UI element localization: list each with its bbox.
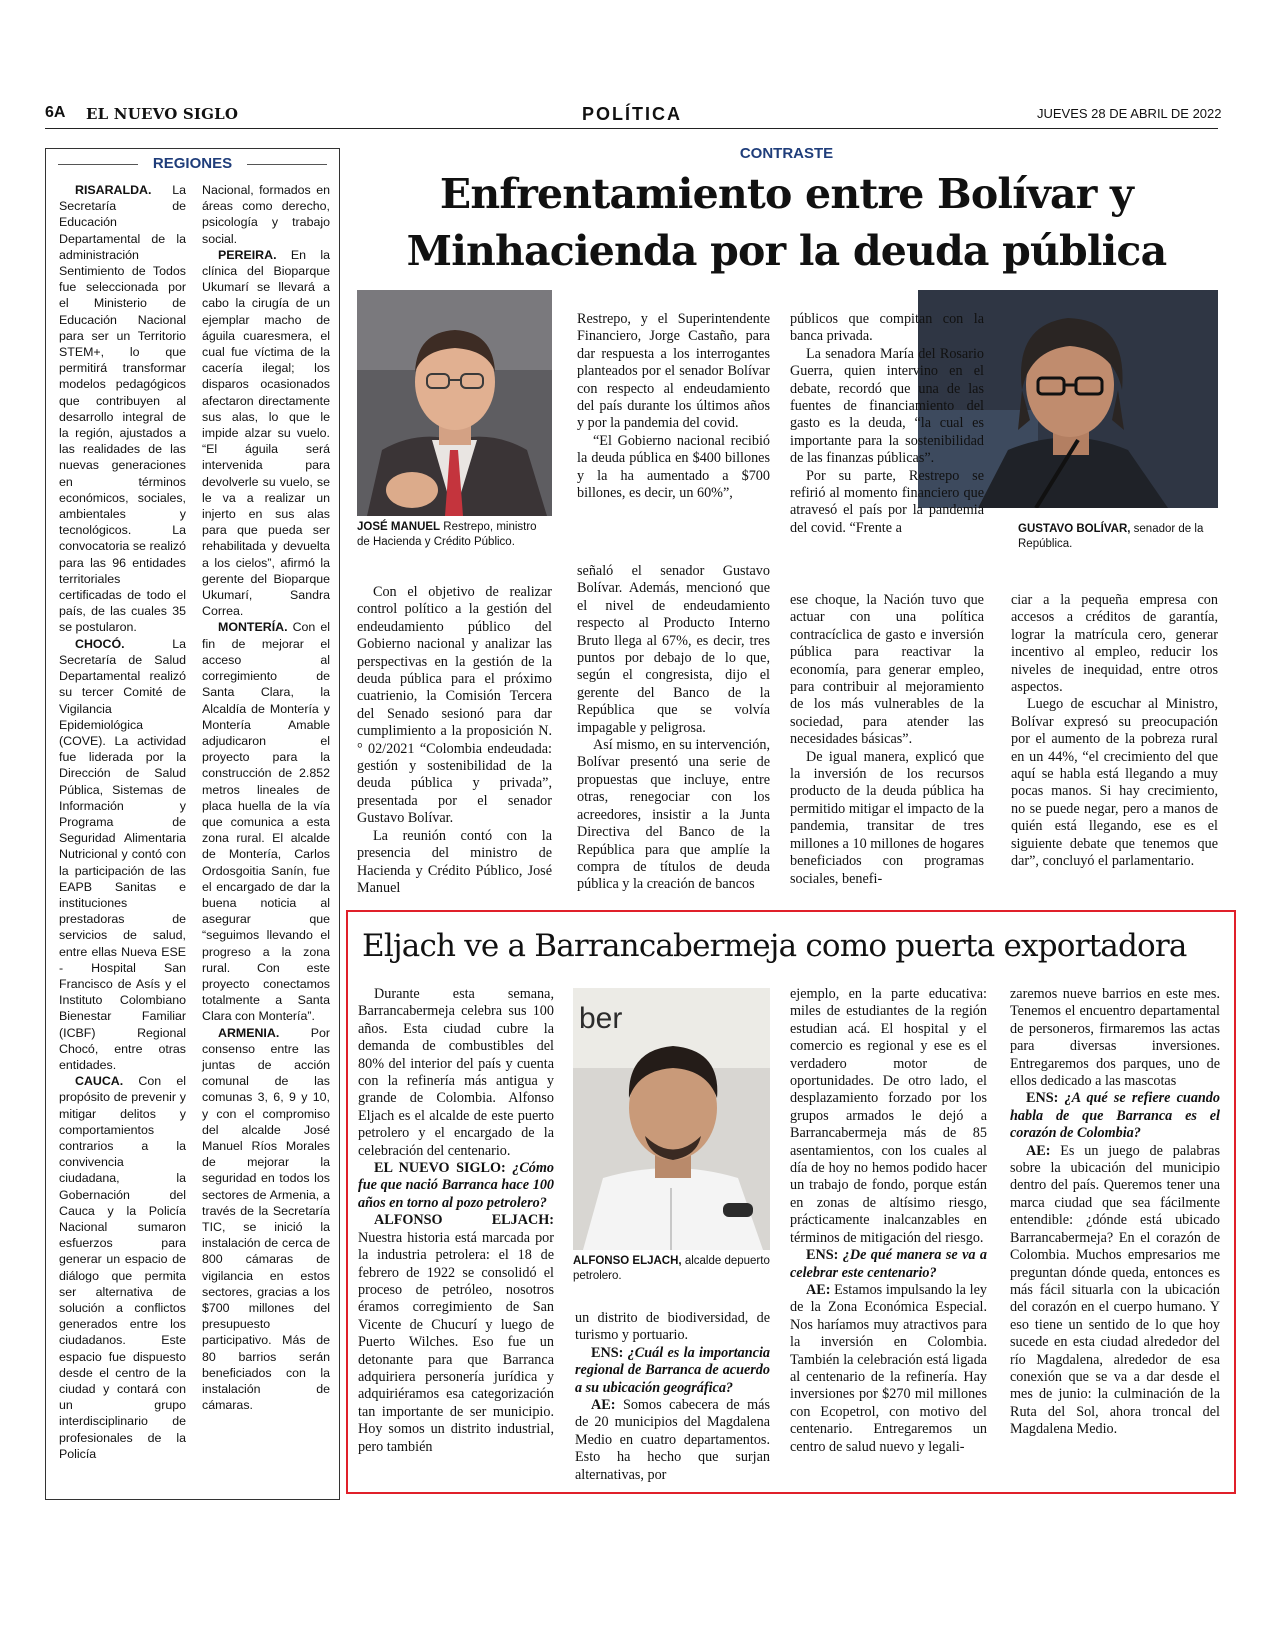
paragraph-text: Estamos impulsando la ley de la Zona Económica Especial. Nos haríamos muy atractivos para la inversión en Colombia. También la celebración está ligada al centenario de la refinería. Hay inversiones por $270 mil millones con Ecopetrol, con motivo del centenario. Entregaremos un centro de salud nuevo y legali- xyxy=(790,1281,987,1455)
paragraph-text: un distrito de biodiversidad, de turismo y portuario. xyxy=(575,1310,770,1344)
headline-line-2: Minhacienda por la deuda pública xyxy=(406,227,1167,275)
sidebar-paragraph xyxy=(202,247,330,620)
article-headline xyxy=(355,166,1218,280)
interview-column-3 xyxy=(790,986,987,1456)
article-paragraph: Restrepo, y el Superintendente Financiero, Jorge Castaño, para dar respuesta a los interrogantes planteados por el senador Bolívar con respecto al endeudamiento del país durante los últimos años y por la pandemia del covid. xyxy=(577,311,770,432)
region-name: MONTERÍA. xyxy=(218,620,288,635)
caption-text: senador de la República. xyxy=(1018,523,1204,550)
article-paragraph: señaló el senador Gustavo Bolívar. Además, mencionó que el nivel de endeudamiento respecto al Producto Interno Bruto llega al 67%, es decir, tres puntos por debajo de lo que, según el congresista, dijo el gerente del Banco de la República que se volvía impagable y peligrosa. xyxy=(577,563,770,736)
interview-column-1 xyxy=(358,986,554,1456)
sidebar-title-rule-right xyxy=(247,164,327,165)
question-text: ¿A qué se refiere cuando habla de que Barranca es el corazón de Colombia? xyxy=(1010,1090,1220,1142)
article-column-2-top xyxy=(577,311,770,502)
article-column-4 xyxy=(1011,592,1218,871)
sidebar-paragraph xyxy=(202,619,330,1024)
region-text: Con el fin de mejorar el acceso al corregimiento de Santa Clara, la Alcaldía de Montería y Montería Amable adjudicaron el proyecto para la construcción de 2.852 metros lineales de placa huella de la vía que comunica a esta zona rural. El alcalde de Montería, Carlos Ordosgoitia Sanín, fue el encargado de dar la buena noticia al asegurar que “seguimos llevando el progreso a la zona rural. Con este proyecto conectamos totalmente a Santa Clara con Montería”. xyxy=(202,620,330,1024)
article-column-3 xyxy=(790,592,984,888)
region-name: CHOCÓ. xyxy=(75,636,125,651)
paragraph-text: Durante esta semana, Barrancabermeja celebra sus 100 años. Esta ciudad cubre la demanda de combustibles del 80% del interior del país y cuenta con la refinería más antigua y grande de Colombia. Alfonso Eljach es el alcalde de este puerto petrolero y el encargado de la celebración del centenario. xyxy=(358,986,554,1159)
article-paragraph: Por su parte, Restrepo se refirió al momento financiero que atravesó el país por la pandemia del covid. “Frente a xyxy=(790,467,984,536)
caption-name: JOSÉ MANUEL xyxy=(357,521,441,533)
paragraph-text: Es un juego de palabras sobre la ubicación del municipio dentro del país. Queremos tener una marca ciudad que sea fácilmente entendible: ¿dónde está ubicado Barrancabermeja? En el corazón de Colombia. Muchos empresarios me preguntan dónde queda, entonces es más fácil situarla con la ubicación del corazón en el cuerpo humano. Y eso tiene un sentido de lo que hoy sucede en esta ciudad alrededor del río Magdalena, alrededor de esa conexión que se va a dar desde el mes de junio: la culminación de la Ruta del Sol, ahora troncal del Magdalena Medio. xyxy=(1010,1142,1220,1438)
senator-photo-caption xyxy=(1018,522,1218,552)
question-text: ¿Cuál es la importancia regional de Barranca de acuerdo a su ubicación geográfica? xyxy=(575,1344,770,1396)
speaker-label: EL NUEVO SIGLO: xyxy=(374,1160,513,1177)
caption-text: Restrepo, ministro de Hacienda y Crédito Público. xyxy=(357,521,537,548)
speaker-label: ENS: xyxy=(591,1344,628,1361)
interview-answer xyxy=(1010,1143,1220,1439)
region-name: PEREIRA. xyxy=(218,247,277,262)
sidebar-paragraph xyxy=(202,1025,330,1414)
article-paragraph: De igual manera, explicó que la inversión de los recursos producto de la deuda pública ha permitido mitigar el impacto de la pandemia, transitar de tres millones a 10 millones de hogares beneficiados con programas sociales, benefi- xyxy=(790,748,984,887)
issue-date: JUEVES 28 DE ABRIL DE 2022 xyxy=(1037,106,1222,121)
interview-paragraph xyxy=(575,1310,770,1345)
header-rule xyxy=(45,128,1218,129)
svg-text:ber: ber xyxy=(579,1002,623,1035)
interview-paragraph xyxy=(790,986,987,1247)
interview-answer xyxy=(575,1397,770,1484)
headline-line-1: Enfrentamiento entre Bolívar y xyxy=(439,170,1134,218)
sidebar-paragraph xyxy=(59,182,186,636)
paragraph-text: Somos cabecera de más de 20 municipios del Magdalena Medio en cuatro departamentos. Esto ha hecho que surjan alternativas, por xyxy=(575,1397,770,1483)
region-text: La Secretaría de Educación Departamental de la administración Sentimiento de Todos fue seleccionada por el Ministerio de Educación Nacional para ser un Territorio STEM+, lo que permitirá transformar modelos pedagógicos que contribuyen al desarrollo integral de la región, ajustados a las realidades de las nuevas generaciones en términos económicos, sociales, ambientales y tecnológicos. La convocatoria se realizó para las 96 entidades territoriales certificadas de todo el país, de las cuales 35 se postularon. xyxy=(59,183,186,635)
mayor-photo-caption xyxy=(573,1254,770,1284)
article-paragraph: Así mismo, en su intervención, Bolívar presentó una serie de propuestas que incluye, entre otras, renegociar con los acreedores, insistir a la Junta Directiva del Banco de la República para que amplíe la compra de títulos de deuda pública y la creación de bancos xyxy=(577,737,770,893)
sidebar-title-rule-left xyxy=(58,164,138,165)
caption-name: GUSTAVO BOLÍVAR, xyxy=(1018,523,1131,535)
speaker-label: AE: xyxy=(591,1397,623,1414)
speaker-label: AE: xyxy=(1026,1142,1061,1159)
sidebar-title: REGIONES xyxy=(152,155,233,172)
speaker-label: ENS: xyxy=(1026,1090,1065,1107)
question-text: ¿Cómo fue que nació Barranca hace 100 años en torno al pozo petrolero? xyxy=(358,1160,554,1211)
paragraph-text: zaremos nueve barrios en este mes. Tenemos el encuentro departamental de personeros, firmaremos las actas para diversas inversiones. Entregaremos dos parques, uno de ellos dedicado a las mascotas xyxy=(1010,986,1220,1090)
article-column-3-top xyxy=(790,311,984,537)
minister-photo-caption xyxy=(357,520,552,550)
sidebar-column-2 xyxy=(202,182,330,1413)
region-text: La Secretaría de Salud Departamental realizó su tercer Comité de Vigilancia Epidemiológica (COVE). La actividad fue liderada por la Dirección de Salud Pública, Sistemas de Información y Programa de Seguridad Alimentaria Nutricional y contó con la participación de las EAPB Sanitas e instituciones prestadoras de servicios de salud, entre ellas Nueva ESE - Hospital San Francisco de Asís y el Instituto Colombiano Bienestar Familiar (ICBF) Regional Chocó, entre otras entidades. xyxy=(59,636,186,1072)
region-text: Por consenso entre las juntas de acción comunal de las comunas 3, 6, 9 y 10, y con el compromiso del alcalde José Manuel Ríos Morales de mejorar la seguridad en todos los sectores de Armenia, a través de la Secretaría TIC, se inició la instalación de cerca de 800 cámaras de vigilancia en estos sectores, gracias a los $700 millones del presupuesto participativo. Más de 80 barrios serán beneficiados con la instalación de cámaras. xyxy=(202,1025,330,1413)
article-paragraph: públicos que compitan con la banca privada. xyxy=(790,311,984,345)
article-paragraph: Con el objetivo de realizar control político a la gestión del endeudamiento público del Gobierno nacional y analizar las perspectivas en la gestión de la deuda pública para el próximo cuatrienio, la Comisión Tercera del Senado sesionó para dar cumplimiento a la proposición N.° 02/2021 “Colombia endeudada: gestión y sostenibilidad de la deuda pública y privada”, presentada por el senador Gustavo Bolívar. xyxy=(357,584,552,827)
sidebar-paragraph xyxy=(59,636,186,1073)
minister-photo xyxy=(357,290,552,516)
region-name: CAUCA. xyxy=(75,1074,124,1089)
interview-question xyxy=(358,1160,554,1212)
article-paragraph: ese choque, la Nación tuvo que actuar con una política contracíclica de gasto e inversión pública para reactivar la economía, para generar empleo, para contribuir al mejoramiento de los más vulnerables de la sociedad, para atender las necesidades básicas”. xyxy=(790,592,984,748)
interview-answer xyxy=(358,1212,554,1456)
interview-paragraph xyxy=(1010,986,1220,1090)
interview-headline: Eljach ve a Barrancabermeja como puerta exportadora xyxy=(362,928,1187,964)
region-text: En la clínica del Bioparque Ukumarí se llevará a cabo la cirugía de un ejemplar macho de águila cuaresmera, el cual fue víctima de la cacería ilegal; los disparos ocasionados afectaron directamente sus alas, lo que le impide alzar su vuelo. “El águila será intervenida para devolverle su vuelo, se le va a realizar un injerto en sus alas para que pueda ser rehabilitada y devuelta a los cielos”, afirmó la gerente del Bioparque Ukumarí, Sandra Correa. xyxy=(202,247,330,619)
interview-column-2 xyxy=(575,1310,770,1484)
article-paragraph: La reunión contó con la presencia del ministro de Hacienda y Crédito Público, José Manuel xyxy=(357,827,552,896)
interview-paragraph xyxy=(358,986,554,1160)
article-column-1 xyxy=(357,584,552,897)
paragraph-text: Nuestra historia está marcada por la industria petrolera: el 18 de febrero de 1922 se consolidó el proceso de petróleo, nosotros éramos corregimiento de San Vicente de Chucurí y luego de Puerto Wilches. Eso fue un detonante para que Barranca adquiriera personería jurídica y adquiriéramos esa categorización tan importante de ser municipio. Hoy somos un distrito industrial, pero también xyxy=(358,1229,554,1455)
interview-question xyxy=(1010,1090,1220,1142)
interview-column-4 xyxy=(1010,986,1220,1439)
article-paragraph: Luego de escuchar al Ministro, Bolívar expresó su preocupación por el aumento de la pobreza rural en un 44%, “el crecimiento del que aquí se habla está llegando a muy pocas manos. Si hay crecimiento, no se puede negar, pero a manos de quién está llegando, ese es el siguiente debate que tenemos que dar”, concluyó el parlamentario. xyxy=(1011,696,1218,870)
speaker-label: ENS: xyxy=(806,1247,843,1264)
caption-name: ALFONSO ELJACH, xyxy=(573,1255,682,1267)
paragraph-text: ejemplo, en la parte educativa: miles de estudiantes de la región estudian acá. El hospital y el comercio es regional y ese es el verdadero motor de oportunidades. De otro lado, el desplazamiento forzado por los grupos armados le dejó a Barrancabermeja más de 85 asentamientos, con los cuales al día de hoy no hemos podido hacer un trabajo de fondo, porque están en zonas de altísimo riesgo, prácticamente inalcanzables en términos de mitigación del riesgo. xyxy=(790,986,987,1246)
region-text: Con el propósito de prevenir y mitigar delitos y comportamientos contrarios a la convivencia ciudadana, la Gobernación del Cauca y la Policía Nacional sumaron esfuerzos para generar un espacio de diálogo que permita ser alternativa de solución a conflictos generados entre los ciudadanos. Este espacio fue dispuesto desde el centro de la ciudad y contará con un grupo interdisciplinario de profesionales de la Policía xyxy=(59,1074,186,1461)
speaker-label: ALFONSO ELJACH: xyxy=(374,1212,554,1229)
newspaper-name: EL NUEVO SIGLO xyxy=(86,105,239,123)
region-name: ARMENIA. xyxy=(218,1025,280,1040)
sidebar-column-1 xyxy=(59,182,186,1462)
interview-question xyxy=(790,1247,987,1282)
interview-question xyxy=(575,1345,770,1397)
question-text: ¿De qué manera se va a celebrar este centenario? xyxy=(790,1247,987,1281)
article-kicker: CONTRASTE xyxy=(739,145,834,162)
section-name: POLÍTICA xyxy=(582,104,682,124)
speaker-label: AE: xyxy=(806,1281,835,1298)
article-paragraph: “El Gobierno nacional recibió la deuda pública en $400 billones y la ha aumentado a $700 billones, es decir, un 60%”, xyxy=(577,432,770,502)
caption-text: alcalde depuerto petrolero. xyxy=(573,1255,770,1282)
page-number: 6A xyxy=(45,104,66,121)
article-paragraph: La senadora María del Rosario Guerra, quien intervino en el debate, recordó que una de las fuentes de financiamiento del gasto es la deuda, “la cual es importante para la sostenibilidad de las finanzas públicas”. xyxy=(790,345,984,467)
sidebar-paragraph xyxy=(202,182,330,247)
interview-answer xyxy=(790,1282,987,1456)
region-name: RISARALDA. xyxy=(75,183,152,197)
sidebar-paragraph xyxy=(59,1073,186,1462)
region-text: Nacional, formados en áreas como derecho, psicología y trabajo social. xyxy=(202,183,330,246)
article-paragraph: ciar a la pequeña empresa con accesos a créditos de garantía, lograr la matrícula cero, generar incentivo al empleo, reducir los niveles de inequidad, entre otros aspectos. xyxy=(1011,592,1218,696)
mayor-photo xyxy=(573,988,770,1250)
article-column-2 xyxy=(577,563,770,894)
